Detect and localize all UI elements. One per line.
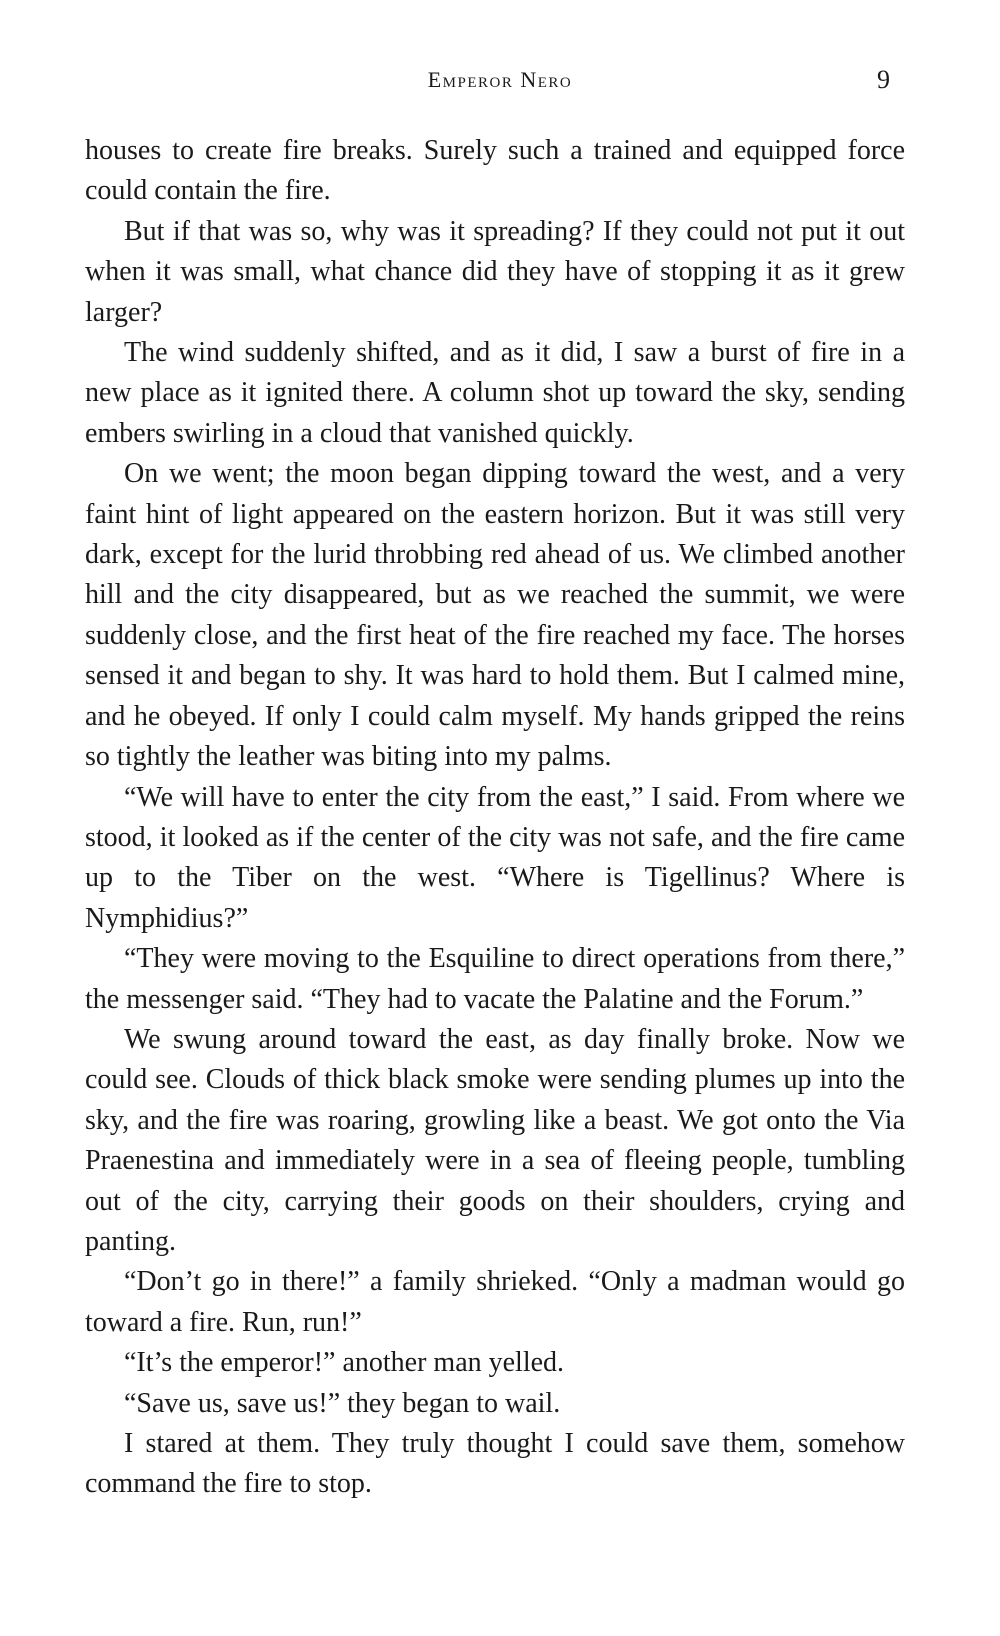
paragraph: “Save us, save us!” they began to wail. (124, 1387, 561, 1419)
paragraph: houses to create fire breaks. Surely such a trained and equipped force could contain the fire. (85, 135, 905, 207)
running-title: Emperor Nero (427, 67, 573, 92)
paragraph: “We will have to enter the city from the east,” I said. From where we stood, it looked as if the center of the city was not safe, and the fire came up to the Tiber on the west. “Where is Tigellinus? Where is Nymphidius?” (85, 781, 905, 934)
paragraph: “It’s the emperor!” another man yelled. (124, 1347, 565, 1379)
body-text (85, 131, 905, 1505)
paragraph: “They were moving to the Esquiline to direct operations from there,” the messenger said. “They had to vacate the Palatine and the Forum.” (85, 943, 905, 1015)
paragraph: I stared at them. They truly thought I could save them, somehow command the fire to stop. (85, 1428, 905, 1500)
paragraph: The wind suddenly shifted, and as it did, I saw a burst of fire in a new place as it ignited there. A column shot up toward the sky, sending embers swirling in a cloud that vanished quickly. (85, 337, 905, 449)
page-number: 9 (877, 65, 890, 94)
running-head (0, 62, 1000, 98)
paragraph: But if that was so, why was it spreading? If they could not put it out when it was small, what chance did they have of stopping it as it grew larger? (85, 215, 905, 328)
paragraph: On we went; the moon began dipping toward the west, and a very faint hint of light appeared on the eastern horizon. But it was still very dark, except for the lurid throbbing red ahead of us. We climbed another hill and the city disappeared, but as we reached the summit, we were suddenly close, and the first heat of the fire reached my face. The horses sensed it and began to shy. It was hard to hold them. But I calmed mine, and he obeyed. If only I could calm myself. My hands gripped the reins so tightly the leather was biting into my palms. (85, 458, 905, 773)
paragraph: We swung around toward the east, as day finally broke. Now we could see. Clouds of thick black smoke were sending plumes up into the sky, and the fire was roaring, growling like a beast. We got onto the Via Praenestina and immediately were in a sea of fleeing people, tumbling out of the city, carrying their goods on their shoulders, crying and panting. (85, 1023, 905, 1257)
paragraph: “Don’t go in there!” a family shrieked. “Only a madman would go toward a fire. Run, run!” (85, 1266, 905, 1338)
